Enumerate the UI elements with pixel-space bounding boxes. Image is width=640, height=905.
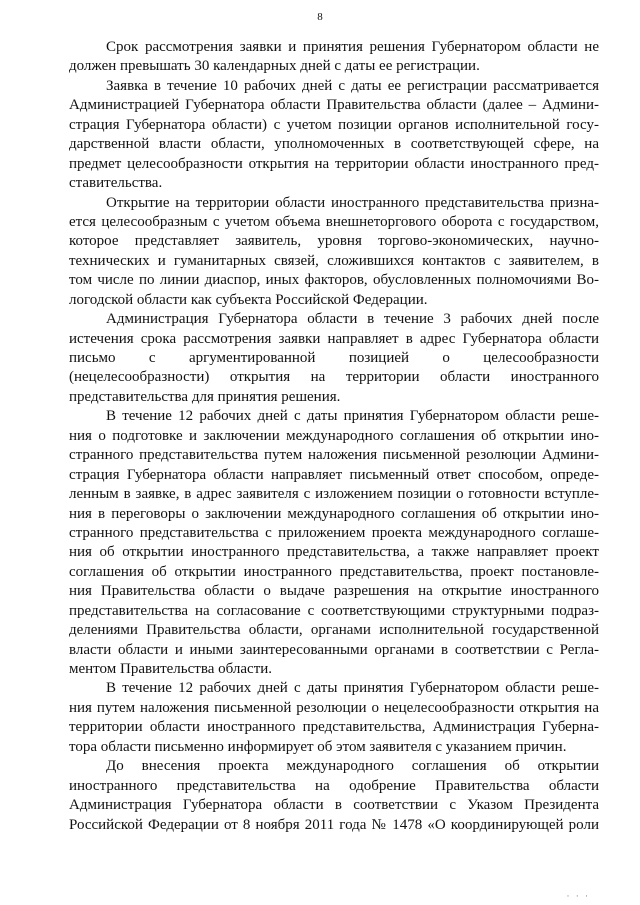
paragraph-line: странного представительства путем наложения письменной резолюции Админи-	[69, 447, 599, 464]
paragraph-line: Открытие на территории области иностранного представительства призна-	[106, 194, 599, 211]
paragraph-line: соглашения об открытии иностранного представительства, проект постановле-	[69, 563, 599, 580]
paragraph-line: В течение 12 рабочих дней с даты принятия Губернатором области реше-	[106, 680, 599, 697]
paragraph-line: которое представляет заявитель, уровня торгово-экономических, научно-	[69, 233, 599, 250]
paragraph-line: Заявка в течение 10 рабочих дней с даты ее регистрации рассматривается	[106, 77, 599, 94]
paragraph-line: ленным в заявке, в адрес заявителя с изложением позиции о готовности вступле-	[69, 486, 599, 503]
paragraph	[69, 679, 599, 757]
paragraph-line: дарственной власти области, уполномоченных в соответствующей сфере, на	[69, 136, 599, 153]
paragraph-line: предмет целесообразности открытия на территории области иностранного пред-	[69, 155, 599, 172]
paragraph	[69, 407, 599, 679]
paragraph-line: страция Губернатора области) с учетом позиции органов исполнительной госу-	[69, 116, 599, 133]
paragraph-line: Срок рассмотрения заявки и принятия решения Губернатором области не	[106, 39, 599, 55]
paragraph-line: ния в переговоры о заключении международного соглашения об открытии ино-	[69, 505, 599, 522]
document-body	[69, 38, 599, 835]
paragraph-line: В течение 12 рабочих дней с даты принятия Губернатором области реше-	[106, 408, 599, 425]
paragraph-line: иностранного представительства на одобрение Правительства области	[69, 777, 599, 794]
paragraph-line: (нецелесообразности) открытия на территории области иностранного	[69, 369, 599, 386]
paragraph-line: том числе по линии диаспор, иных факторов, обусловленных полномочиями Во-	[69, 272, 599, 289]
paragraph-line: До внесения проекта международного соглашения об открытии	[106, 758, 599, 775]
paragraph	[69, 757, 599, 835]
paragraph-line: истечения срока рассмотрения заявки направляет в адрес Губернатора области	[69, 330, 599, 347]
paragraph-line: Российской Федерации от 8 ноября 2011 года № 1478 «О координирующей роли	[69, 816, 599, 833]
paragraph-line: Администрация Губернатора области в соответствии с Указом Президента	[69, 797, 599, 814]
paragraph-line: делениями Правительства области, органами исполнительной государственной	[69, 622, 599, 639]
paragraph-line: территории области иностранного представительства, Администрация Губерна-	[69, 719, 599, 736]
paragraph	[69, 77, 599, 194]
paragraph-line: тора области письменно информирует об этом заявителя с указанием причин.	[69, 738, 567, 755]
paragraph-line: представительства на согласование с соответствующими структурными подраз-	[69, 602, 599, 619]
paragraph	[69, 310, 599, 407]
paragraph-line: Администрацией Губернатора области Правительства области (далее – Админи-	[69, 97, 599, 114]
paragraph-line: технических и гуманитарных связей, сложившихся контактов с заявителем, в	[69, 252, 599, 269]
scan-footer-mark: · · ·	[566, 891, 590, 901]
paragraph	[69, 194, 599, 311]
paragraph-line: Администрация Губернатора области в течение 3 рабочих дней после	[106, 311, 599, 328]
paragraph-line: должен превышать 30 календарных дней с даты ее регистрации.	[69, 58, 480, 75]
paragraph-line: странного представительства с приложением проекта международного соглаше-	[69, 524, 599, 541]
paragraph-line: власти области и иными заинтересованными органами в соответствии с Регла-	[69, 641, 599, 658]
paragraph-line: представительства для принятия решения.	[69, 388, 341, 405]
paragraph-line: ния о подготовке и заключении международного соглашения об открытии ино-	[69, 427, 599, 444]
paragraph-line: ния Правительства области о выдаче разрешения на открытие иностранного	[69, 583, 599, 600]
paragraph-line: письмо с аргументированной позицией о целесообразности	[69, 350, 599, 366]
page-number: 8	[317, 11, 323, 23]
paragraph-line: страция Губернатора области направляет письменный ответ способом, опреде-	[69, 466, 599, 483]
paragraph-line: ния об открытии иностранного представительства, а также направляет проект	[69, 544, 599, 561]
paragraph-line: логодской области как субъекта Российской Федерации.	[69, 291, 428, 308]
paragraph-line: ется целесообразным с учетом объема внешнеторгового оборота с государством,	[69, 213, 599, 230]
paragraph-line: ния путем наложения письменной резолюции о нецелесообразности открытия на	[69, 699, 599, 716]
paragraph	[69, 38, 599, 77]
paragraph-line: ментом Правительства области.	[69, 661, 273, 677]
paragraph-line: ставительства.	[69, 175, 163, 192]
